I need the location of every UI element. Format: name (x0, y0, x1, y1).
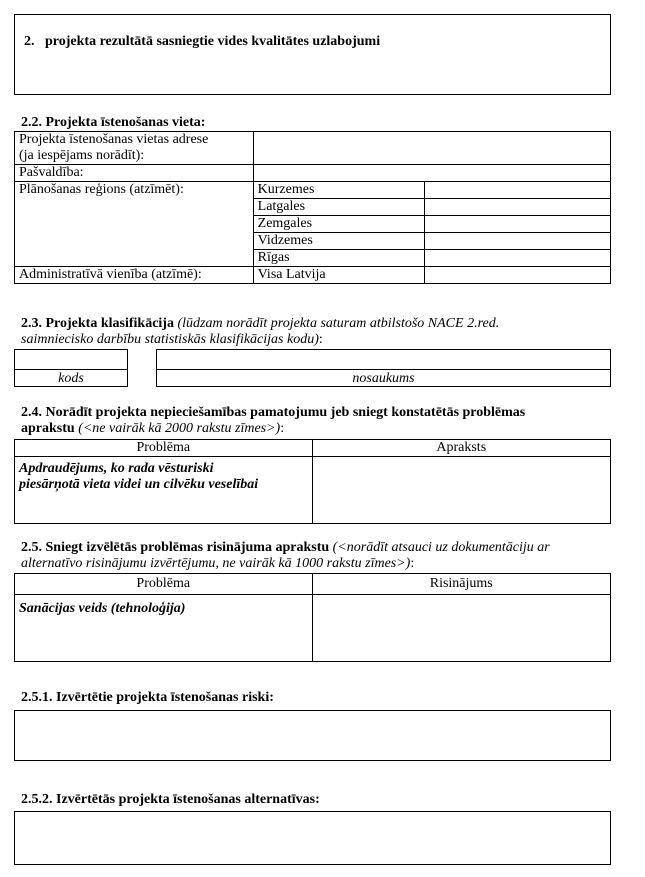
section-2-title-text: projekta rezultātā sasniegtie vides kvalitātes uzlabojumi (45, 34, 381, 49)
section-2-3-heading (21, 316, 621, 332)
region-latgales-mark[interactable] (425, 199, 611, 216)
problem-solution-table (14, 573, 611, 662)
section-2-5-heading-line-1 (21, 540, 631, 556)
address-label-line-2: (ja iespējams norādīt): (19, 148, 145, 163)
section-2-3-heading-tail: : (318, 332, 323, 347)
section-2-number: 2. (24, 34, 35, 49)
municipality-label: Pašvaldība: (15, 165, 254, 182)
region-latgales: Latgales (253, 199, 425, 216)
problem-description-table (14, 439, 611, 524)
address-input[interactable] (253, 132, 610, 165)
section-2-box (14, 14, 611, 95)
section-2-4-heading-italic: (<ne vairāk kā 2000 rakstu zīmes>) (74, 421, 281, 436)
section-2-4-heading-line-2 (21, 421, 284, 437)
problem-text-line-2: piesārņotā vieta videi un cilvēku veselībai (19, 477, 259, 492)
section-2-3-heading-italic-1: (lūdzam norādīt projekta saturam atbilstošo NACE 2.red. (173, 316, 500, 331)
problem-text-line-1: Apdraudējums, ko rada vēsturiski (19, 461, 214, 476)
section-2-5-heading-bold: 2.5. Sniegt izvēlētās problēmas risinājuma aprakstu (21, 540, 330, 555)
section-2-3-heading-bold: 2.3. Projekta klasifikācija (21, 316, 174, 331)
region-zemgales-mark[interactable] (425, 216, 611, 233)
section-2-4-heading-line-1: 2.4. Norādīt projekta nepieciešamības pamatojumu jeb sniegt konstatētās problēmas (21, 405, 526, 420)
region-vidzemes: Vidzemes (253, 233, 425, 250)
nace-name-input[interactable] (156, 349, 611, 370)
region-rigas: Rīgas (253, 250, 425, 267)
location-table (14, 131, 611, 284)
solution-input[interactable] (312, 595, 611, 662)
admin-unit-mark[interactable] (425, 267, 611, 284)
risks-input[interactable] (14, 710, 611, 761)
region-vidzemes-mark[interactable] (425, 233, 611, 250)
description-input[interactable] (312, 457, 610, 524)
admin-unit-label: Administratīvā vienība (atzīmē): (15, 267, 254, 284)
address-label (15, 132, 254, 165)
solution-problem-cell (15, 595, 313, 662)
col-description-header: Apraksts (312, 440, 610, 457)
solution-problem-text: Sanācijas veids (tehnoloģija) (19, 601, 186, 616)
section-2-4-heading-bold: aprakstu (21, 421, 75, 436)
section-2-5-1-heading: 2.5.1. Izvērtētie projekta īstenošanas riski: (21, 690, 274, 705)
col-problem-header: Problēma (15, 440, 313, 457)
nace-code-label (14, 369, 128, 387)
section-2-3-heading-italic-2: saimniecisko darbību statistiskās klasifikācijas kodu) (21, 332, 319, 347)
section-2-5-heading-tail: : (410, 556, 415, 571)
nace-name-label (156, 369, 611, 387)
nace-name-label-text: nosaukums (352, 371, 415, 386)
section-2-5-2-heading: 2.5.2. Izvērtētās projekta īstenošanas alternatīvas: (21, 792, 320, 807)
nace-code-label-text: kods (58, 371, 84, 386)
col-solution-header: Risinājums (312, 574, 611, 595)
municipality-input[interactable] (253, 165, 610, 182)
nace-code-input[interactable] (14, 349, 128, 370)
region-label: Plānošanas reģions (atzīmēt): (15, 182, 254, 267)
section-2-5-heading-italic-1: (<norādīt atsauci uz dokumentāciju ar (329, 540, 550, 555)
region-kurzemes: Kurzemes (253, 182, 425, 199)
alternatives-input[interactable] (14, 811, 611, 865)
section-2-title (24, 34, 380, 50)
section-2-4-heading-tail: : (280, 421, 285, 436)
section-2-5-heading-line-2 (21, 556, 414, 572)
address-label-line-1: Projekta īstenošanas vietas adrese (19, 132, 209, 147)
col-problem-header-2: Problēma (15, 574, 313, 595)
admin-unit-value: Visa Latvija (253, 267, 425, 284)
section-2-5-heading-italic-2: alternatīvo risinājumu izvērtējumu, ne vairāk kā 1000 rakstu zīmes>) (21, 556, 411, 571)
section-2-3-heading-line-2 (21, 332, 323, 348)
problem-cell (15, 457, 313, 524)
region-kurzemes-mark[interactable] (425, 182, 611, 199)
region-zemgales: Zemgales (253, 216, 425, 233)
region-rigas-mark[interactable] (425, 250, 611, 267)
section-2-2-heading: 2.2. Projekta īstenošanas vieta: (21, 115, 206, 130)
